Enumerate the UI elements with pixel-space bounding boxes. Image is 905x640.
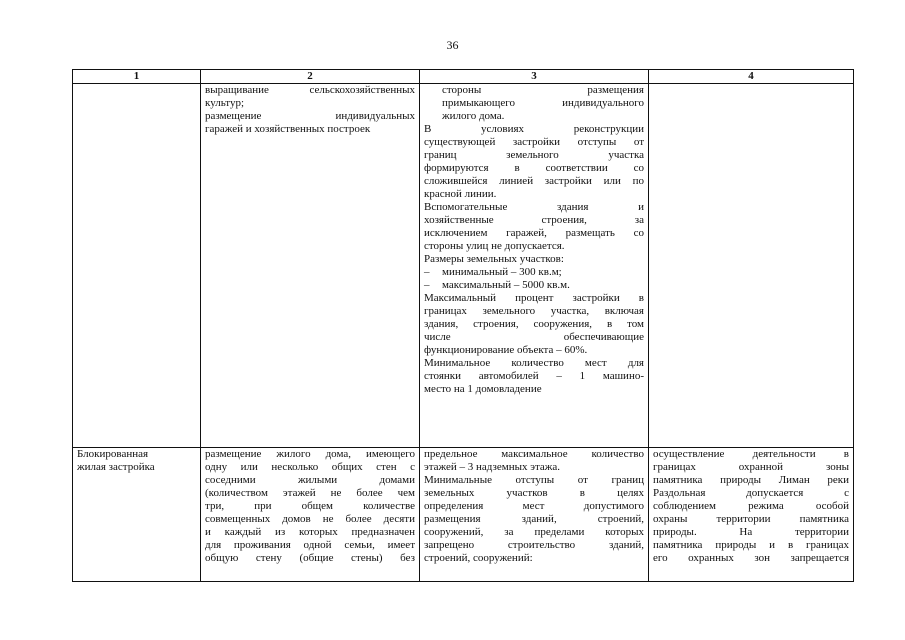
- row1-col3-cell: [420, 84, 649, 448]
- column-header-3: 3: [420, 70, 649, 84]
- text-line: Вспомогательные здания и: [424, 201, 644, 213]
- text-line: Раздольная допускается с: [653, 487, 849, 499]
- text-line: здания, строения, сооружения, в том: [424, 318, 644, 330]
- text-line: памятника природы и в границах: [653, 539, 849, 551]
- text-line: границах земельного участка, включая: [424, 305, 644, 317]
- row2-col2-cell: [201, 448, 420, 582]
- text-line: формируются в соответствии со: [424, 162, 644, 174]
- text-line: В условиях реконструкции: [424, 123, 644, 135]
- text-line: памятника природы Лиман реки: [653, 474, 849, 486]
- text-line: соблюдением режима особой: [653, 500, 849, 512]
- text-line: размещения зданий, строений,: [424, 513, 644, 525]
- row1-col1-cell: [73, 84, 201, 448]
- text-line: Максимальный процент застройки в: [424, 292, 644, 304]
- text-line: числе обеспечивающие: [424, 331, 644, 343]
- text-line: хозяйственные строения, за: [424, 214, 644, 226]
- list-item-text: максимальный – 5000 кв.м.: [442, 279, 570, 291]
- table-row: [73, 448, 854, 582]
- dash-bullet-icon: –: [424, 266, 430, 278]
- text-line: Размеры земельных участков:: [424, 253, 564, 265]
- text-line: место на 1 домовладение: [424, 383, 542, 395]
- text-line: одну или несколько общих стен с: [205, 461, 415, 473]
- text-line: культур;: [205, 97, 245, 109]
- text-line: Минимальное количество мест для: [424, 357, 644, 369]
- column-header-2: 2: [201, 70, 420, 84]
- text-line: для проживания одной семьи, имеет: [205, 539, 415, 551]
- text-line: строений, сооружений:: [424, 552, 533, 564]
- column-header-4: 4: [649, 70, 854, 84]
- dash-bullet-icon: –: [424, 279, 430, 291]
- text-line: границах охранной зоны: [653, 461, 849, 473]
- text-line: природы. На территории: [653, 526, 849, 538]
- text-line: определения мест допустимого: [424, 500, 644, 512]
- header-row: [73, 70, 854, 84]
- text-line: сложившейся линией застройки или по: [424, 175, 644, 187]
- text-line: функционирование объекта – 60%.: [424, 344, 588, 356]
- text-line: земельных участков в целях: [424, 487, 644, 499]
- text-line: стороны размещения: [442, 84, 644, 96]
- text-line: существующей застройки отступы от: [424, 136, 644, 148]
- text-line: (количеством этажей не более чем: [205, 487, 415, 499]
- text-line: гаражей и хозяйственных построек: [205, 123, 371, 135]
- text-line: Минимальные отступы от границ: [424, 474, 644, 486]
- text-line: этажей – 3 надземных этажа.: [424, 461, 561, 473]
- zone-name-line: жилая застройка: [77, 461, 155, 473]
- list-item: [424, 279, 644, 292]
- text-line: три, при общем количестве: [205, 500, 415, 512]
- text-line: предельное максимальное количество: [424, 448, 644, 460]
- text-line: его охранных зон запрещается: [653, 552, 849, 564]
- row1-col4-cell: [649, 84, 854, 448]
- column-header-1: 1: [73, 70, 201, 84]
- text-line: совмещенных домов не более десяти: [205, 513, 415, 525]
- text-line: и каждый из которых предназначен: [205, 526, 415, 538]
- row2-col3-cell: [420, 448, 649, 582]
- row1-col2-cell: [201, 84, 420, 448]
- text-line: исключением гаражей, размещать со: [424, 227, 644, 239]
- text-line: примыкающего индивидуального: [442, 97, 644, 109]
- row2-col4-cell: [649, 448, 854, 582]
- text-line: охраны территории памятника: [653, 513, 849, 525]
- table-row: [73, 84, 854, 448]
- text-line: размещение жилого дома, имеющего: [205, 448, 415, 460]
- text-line: стороны улиц не допускается.: [424, 240, 565, 252]
- text-line: сооружений, за пределами которых: [424, 526, 644, 538]
- text-line: выращивание сельскохозяйственных: [205, 84, 415, 96]
- text-line: жилого дома.: [442, 110, 505, 122]
- text-line: осуществление деятельности в: [653, 448, 849, 460]
- text-line: стоянки автомобилей – 1 машино-: [424, 370, 644, 382]
- text-line: соседними жилыми домами: [205, 474, 415, 486]
- list-item: [424, 266, 644, 279]
- text-line: запрещено строительство зданий,: [424, 539, 644, 551]
- row2-col1-cell: [73, 448, 201, 582]
- text-line: границ земельного участка: [424, 149, 644, 161]
- list-item-text: минимальный – 300 кв.м;: [442, 266, 562, 278]
- regulations-table: [72, 69, 854, 582]
- text-line: красной линии.: [424, 188, 497, 200]
- zone-name-line: Блокированная: [77, 448, 149, 460]
- page-number: 36: [446, 38, 459, 52]
- text-line: размещение индивидуальных: [205, 110, 415, 122]
- text-line: общую стену (общие стены) без: [205, 552, 415, 564]
